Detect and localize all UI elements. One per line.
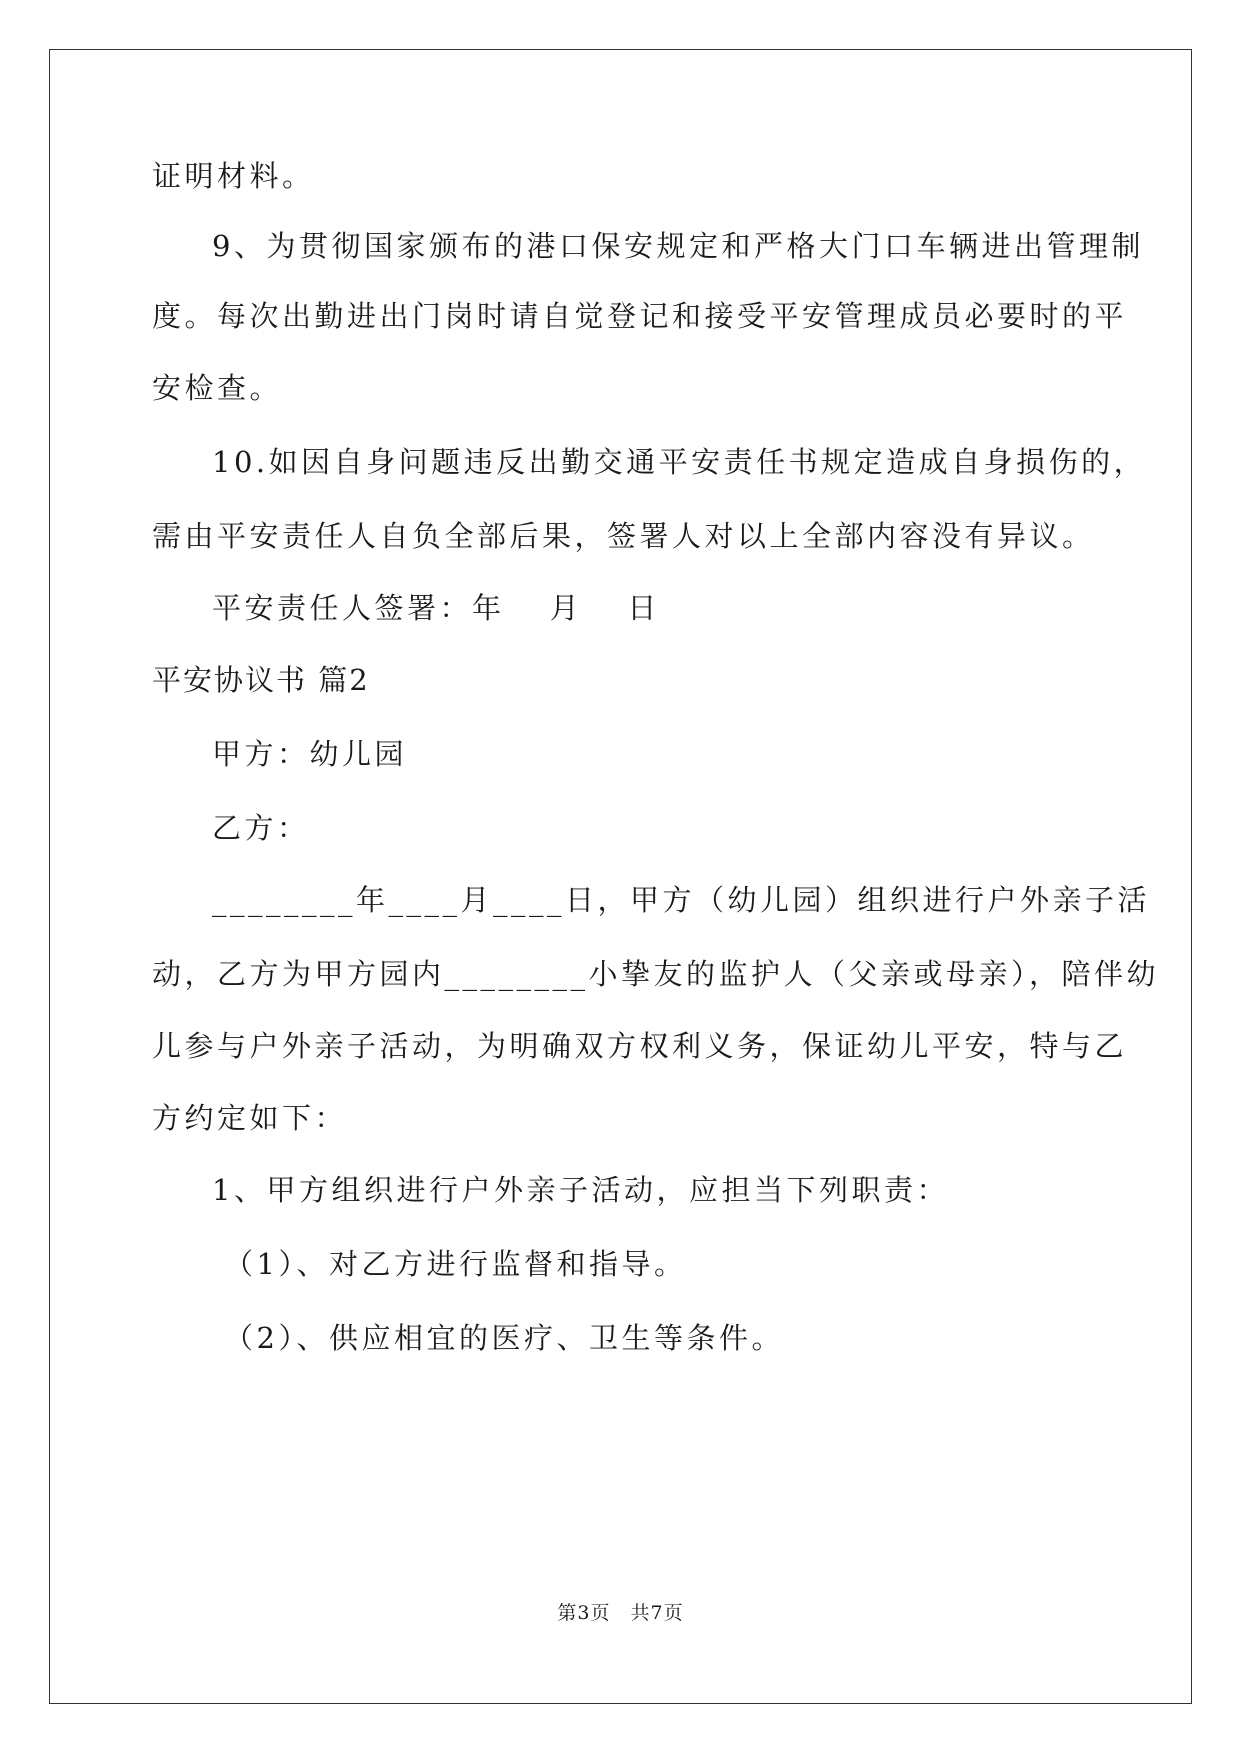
body-text-line: 需由平安责任人自负全部后果，签署人对以上全部内容没有异议。 (152, 519, 1095, 553)
body-text-line: ________年____月____日，甲方（幼儿园）组织进行户外亲子活 (212, 883, 1151, 917)
body-text-line: 10.如因自身问题违反出勤交通平安责任书规定造成自身损伤的， (212, 445, 1147, 479)
party-a-line: 甲方：幼儿园 (212, 737, 408, 771)
body-text-line: 儿参与户外亲子活动，为明确双方权利义务，保证幼儿平安，特与乙 (152, 1029, 1128, 1063)
list-item: 1、甲方组织进行户外亲子活动，应担当下列职责： (212, 1173, 949, 1207)
body-text-line: 动，乙方为甲方园内________小挚友的监护人（父亲或母亲），陪伴幼 (152, 957, 1160, 991)
body-text-line: 安检查。 (152, 371, 283, 405)
list-item: （1）、对乙方进行监督和指导。 (224, 1247, 687, 1281)
body-text-line: 度。每次出勤进出门岗时请自觉登记和接受平安管理成员必要时的平 (152, 299, 1128, 333)
signature-line: 平安责任人签署：年 月 日 (212, 591, 660, 625)
section-heading: 平安协议书 篇2 (152, 663, 370, 697)
page-number: 第3页 共7页 (557, 1602, 684, 1624)
body-text-line: 证明材料。 (152, 159, 315, 193)
body-text-line: 9、为贯彻国家颁布的港口保安规定和严格大门口车辆进出管理制 (212, 229, 1144, 263)
body-text-line: 方约定如下： (152, 1101, 348, 1135)
list-item: （2）、供应相宜的医疗、卫生等条件。 (224, 1321, 784, 1355)
party-b-line: 乙方： (212, 811, 310, 845)
